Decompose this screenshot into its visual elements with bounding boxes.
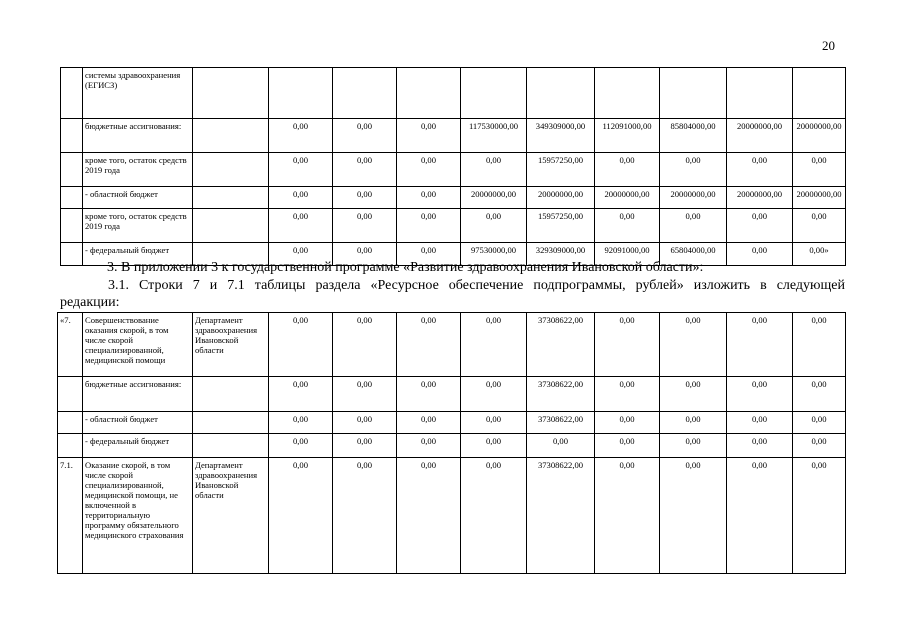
executor-cell (193, 412, 269, 434)
row-name-text: бюджетные ассигнования: (85, 121, 182, 131)
amount-cell: 0,00 (660, 313, 727, 377)
amount-cell: 0,00 (727, 458, 793, 574)
amount-cell: 0,00 (269, 209, 333, 243)
executor-cell (193, 434, 269, 458)
row-name-cell (83, 458, 193, 574)
row-name-text: - федеральный бюджет (85, 245, 170, 255)
amount-cell: 0,00 (461, 313, 527, 377)
amount-cell: 0,00 (269, 119, 333, 153)
budget-table-bottom-body (58, 313, 846, 574)
amount-cell: 0,00 (269, 377, 333, 412)
amount-cell: 0,00 (397, 119, 461, 153)
amount-cell: 0,00 (727, 377, 793, 412)
row-name-text: кроме того, остаток средств 2019 года (85, 155, 187, 175)
amount-cell: 0,00 (461, 412, 527, 434)
row-name-text: - федеральный бюджет (85, 436, 170, 446)
table-row (61, 209, 846, 243)
table-row (61, 68, 846, 119)
amount-cell: 0,00 (727, 243, 793, 266)
amount-cell: 349309000,00 (527, 119, 595, 153)
amount-cell: 0,00 (660, 434, 727, 458)
amount-cell: 117530000,00 (461, 119, 527, 153)
amount-cell: 0,00 (461, 153, 527, 187)
amount-cell: 20000000,00 (793, 119, 846, 153)
paragraph-3: 3. В приложении 3 к государственной программе «Развитие здравоохранения Ивановской области»: (107, 260, 704, 275)
amount-cell: 0,00 (595, 434, 660, 458)
amount-cell: 0,00 (269, 434, 333, 458)
amount-cell: 0,00 (461, 209, 527, 243)
amount-cell: 0,00 (461, 377, 527, 412)
amount-cell: 0,00 (595, 412, 660, 434)
amount-cell: 0,00 (527, 434, 595, 458)
amount-cell: 0,00» (793, 243, 846, 266)
amount-cell: 0,00 (333, 412, 397, 434)
row-number-cell: 7.1. (58, 458, 83, 574)
executor-cell (193, 153, 269, 187)
amount-cell: 0,00 (595, 313, 660, 377)
amount-cell (727, 68, 793, 119)
amount-cell: 0,00 (333, 434, 397, 458)
row-name-cell (83, 68, 193, 119)
amount-cell (269, 68, 333, 119)
amount-cell: 0,00 (595, 153, 660, 187)
table-row (58, 434, 846, 458)
row-number-cell (61, 209, 83, 243)
executor-cell (193, 187, 269, 209)
amount-cell: 0,00 (397, 434, 461, 458)
amount-cell: 37308622,00 (527, 377, 595, 412)
amount-cell: 0,00 (333, 209, 397, 243)
amount-cell: 0,00 (397, 209, 461, 243)
amount-cell: 0,00 (793, 412, 846, 434)
amount-cell: 0,00 (727, 209, 793, 243)
row-number-cell (61, 243, 83, 266)
amount-cell: 0,00 (269, 153, 333, 187)
executor-cell: Департамент здравоохранения Ивановской области (193, 313, 269, 377)
amount-cell: 20000000,00 (660, 187, 727, 209)
amount-cell (461, 68, 527, 119)
amount-cell: 0,00 (397, 377, 461, 412)
amount-cell: 0,00 (333, 458, 397, 574)
amount-cell (397, 68, 461, 119)
row-number-cell (61, 68, 83, 119)
row-name-text: системы здравоохранения (ЕГИСЗ) (85, 70, 181, 90)
amount-cell (793, 68, 846, 119)
amount-cell: 0,00 (660, 412, 727, 434)
amount-cell: 0,00 (793, 458, 846, 574)
amount-cell: 20000000,00 (793, 187, 846, 209)
amount-cell (660, 68, 727, 119)
table-row (58, 458, 846, 574)
paragraph-3-1: 3.1. Строки 7 и 7.1 таблицы раздела «Ресурсное обеспечение подпрограммы, рублей» изложить в следующей (108, 278, 845, 293)
amount-cell: 65804000,00 (660, 243, 727, 266)
row-name-text: - областной бюджет (85, 189, 158, 199)
amount-cell (595, 68, 660, 119)
amount-cell: 0,00 (269, 458, 333, 574)
amount-cell: 92091000,00 (595, 243, 660, 266)
amount-cell: 0,00 (333, 313, 397, 377)
amount-cell: 20000000,00 (595, 187, 660, 209)
amount-cell: 0,00 (793, 377, 846, 412)
row-name-cell (83, 412, 193, 434)
amount-cell: 20000000,00 (727, 119, 793, 153)
amount-cell: 0,00 (595, 458, 660, 574)
amount-cell: 0,00 (269, 412, 333, 434)
amount-cell: 0,00 (461, 458, 527, 574)
row-name-text: Совершенствование оказания скорой, в том числе скорой специализированной, медицинской помощи (85, 315, 169, 365)
budget-table-bottom (57, 312, 846, 574)
amount-cell: 97530000,00 (461, 243, 527, 266)
amount-cell (333, 68, 397, 119)
amount-cell: 85804000,00 (660, 119, 727, 153)
row-number-cell (58, 434, 83, 458)
row-name-text: бюджетные ассигнования: (85, 379, 182, 389)
amount-cell: 15957250,00 (527, 153, 595, 187)
executor-cell (193, 68, 269, 119)
row-number-cell (61, 153, 83, 187)
row-number-cell (61, 187, 83, 209)
amount-cell: 0,00 (793, 313, 846, 377)
amount-cell: 0,00 (397, 313, 461, 377)
amount-cell: 0,00 (269, 313, 333, 377)
row-name-cell (83, 434, 193, 458)
amount-cell: 329309000,00 (527, 243, 595, 266)
amount-cell: 0,00 (727, 434, 793, 458)
amount-cell: 0,00 (269, 187, 333, 209)
executor-cell: Департамент здравоохранения Ивановской области (193, 458, 269, 574)
amount-cell: 0,00 (793, 434, 846, 458)
amount-cell: 0,00 (397, 187, 461, 209)
amount-cell: 15957250,00 (527, 209, 595, 243)
amount-cell: 0,00 (333, 377, 397, 412)
amount-cell: 0,00 (727, 412, 793, 434)
amount-cell: 20000000,00 (727, 187, 793, 209)
amount-cell: 0,00 (333, 187, 397, 209)
amount-cell: 0,00 (660, 209, 727, 243)
row-number-cell (61, 119, 83, 153)
table-row (58, 377, 846, 412)
row-name-cell (83, 187, 193, 209)
amount-cell: 0,00 (397, 458, 461, 574)
row-name-text: кроме того, остаток средств 2019 года (85, 211, 187, 231)
budget-table-top-body (61, 68, 846, 266)
amount-cell: 0,00 (793, 153, 846, 187)
row-name-text: Оказание скорой, в том числе скорой специализированной, медицинской помощи, не включенной в территориальную программу обязательного медицинского страхования (85, 460, 184, 540)
amount-cell: 0,00 (727, 153, 793, 187)
amount-cell: 0,00 (660, 377, 727, 412)
amount-cell: 0,00 (333, 119, 397, 153)
row-name-cell (83, 377, 193, 412)
amount-cell: 0,00 (660, 153, 727, 187)
row-name-cell (83, 119, 193, 153)
budget-table-top (60, 67, 846, 266)
row-name-cell (83, 153, 193, 187)
amount-cell: 112091000,00 (595, 119, 660, 153)
row-number-cell (58, 412, 83, 434)
executor-cell (193, 119, 269, 153)
amount-cell: 37308622,00 (527, 313, 595, 377)
row-name-cell (83, 209, 193, 243)
amount-cell: 0,00 (595, 377, 660, 412)
amount-cell: 0,00 (397, 412, 461, 434)
amount-cell: 20000000,00 (527, 187, 595, 209)
amount-cell: 0,00 (397, 243, 461, 266)
amount-cell: 0,00 (397, 153, 461, 187)
amount-cell: 20000000,00 (461, 187, 527, 209)
table-row (58, 412, 846, 434)
amount-cell: 0,00 (269, 243, 333, 266)
amount-cell (527, 68, 595, 119)
amount-cell: 37308622,00 (527, 412, 595, 434)
amount-cell: 0,00 (333, 243, 397, 266)
executor-cell (193, 377, 269, 412)
paragraph-3-1-continued: редакции: (60, 295, 120, 310)
row-number-cell: «7. (58, 313, 83, 377)
executor-cell (193, 209, 269, 243)
table-row (58, 313, 846, 377)
amount-cell: 0,00 (595, 209, 660, 243)
amount-cell: 0,00 (727, 313, 793, 377)
amount-cell: 0,00 (461, 434, 527, 458)
amount-cell: 0,00 (333, 153, 397, 187)
table-row (61, 187, 846, 209)
table-row (61, 119, 846, 153)
amount-cell: 37308622,00 (527, 458, 595, 574)
amount-cell: 0,00 (793, 209, 846, 243)
row-name-cell (83, 313, 193, 377)
row-number-cell (58, 377, 83, 412)
row-name-text: - областной бюджет (85, 414, 158, 424)
amount-cell: 0,00 (660, 458, 727, 574)
page-number: 20 (822, 38, 835, 53)
table-row (61, 153, 846, 187)
